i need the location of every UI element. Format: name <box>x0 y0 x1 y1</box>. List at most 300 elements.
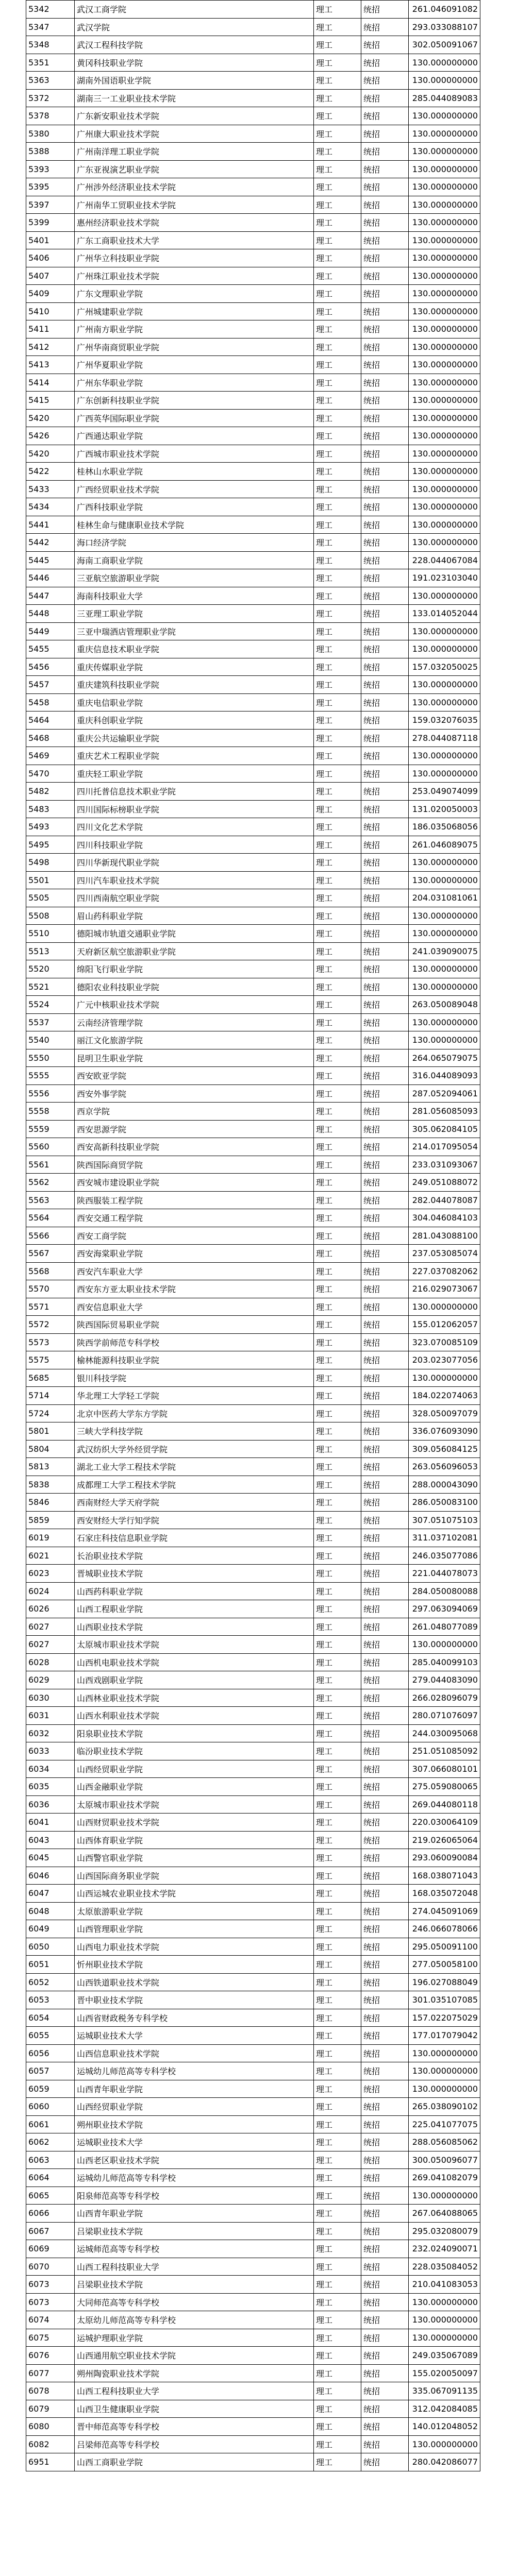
cell-type: 统招 <box>361 1529 409 1547</box>
table-row <box>26 1262 480 1280</box>
cell-type: 统招 <box>361 1600 409 1618</box>
cell-code: 6031 <box>26 1707 75 1725</box>
cell-category: 理工 <box>314 427 361 445</box>
cell-category: 理工 <box>314 1103 361 1121</box>
cell-code: 6028 <box>26 1653 75 1671</box>
cell-score: 177.017079042 <box>409 2027 480 2045</box>
cell-type: 统招 <box>361 1920 409 1938</box>
cell-school: 运城师范高等专科学校 <box>75 2240 314 2258</box>
cell-type: 统招 <box>361 2311 409 2329</box>
cell-score: 168.035072048 <box>409 1885 480 1903</box>
cell-type: 统招 <box>361 783 409 801</box>
table-row <box>26 1795 480 1814</box>
cell-school: 陕西学前师范专科学校 <box>75 1333 314 1351</box>
cell-code: 6064 <box>26 2169 75 2187</box>
table-row <box>26 1653 480 1671</box>
cell-category: 理工 <box>314 1973 361 1991</box>
cell-type: 统招 <box>361 1885 409 1903</box>
cell-type: 统招 <box>361 1565 409 1583</box>
cell-code: 6074 <box>26 2311 75 2329</box>
cell-code: 6026 <box>26 1600 75 1618</box>
cell-school: 山西财贸职业技术学院 <box>75 1814 314 1832</box>
cell-type: 统招 <box>361 1174 409 1192</box>
table-row <box>26 836 480 854</box>
cell-score: 228.044067084 <box>409 551 480 569</box>
cell-code: 5420 <box>26 409 75 427</box>
cell-school: 山西工程科技职业大学 <box>75 2382 314 2400</box>
cell-category: 理工 <box>314 480 361 498</box>
cell-type: 统招 <box>361 942 409 960</box>
cell-type: 统招 <box>361 658 409 676</box>
cell-school: 广西英华国际职业学院 <box>75 409 314 427</box>
cell-code: 6065 <box>26 2187 75 2205</box>
cell-type: 统招 <box>361 569 409 587</box>
cell-score: 295.050091100 <box>409 1938 480 1956</box>
table-row <box>26 107 480 125</box>
cell-school: 山西工商职业学院 <box>75 2453 314 2471</box>
cell-category: 理工 <box>314 1920 361 1938</box>
table-row <box>26 1742 480 1760</box>
table-row <box>26 1280 480 1298</box>
cell-category: 理工 <box>314 160 361 178</box>
cell-school: 广州华南商贸职业学院 <box>75 338 314 356</box>
cell-category: 理工 <box>314 854 361 872</box>
cell-school: 陕西服装工程学院 <box>75 1191 314 1209</box>
cell-score: 130.000000000 <box>409 320 480 338</box>
table-row <box>26 693 480 711</box>
cell-category: 理工 <box>314 1298 361 1316</box>
cell-category: 理工 <box>314 1671 361 1689</box>
cell-code: 5406 <box>26 249 75 267</box>
cell-category: 理工 <box>314 72 361 90</box>
cell-score: 130.000000000 <box>409 2311 480 2329</box>
cell-code: 5415 <box>26 392 75 410</box>
cell-school: 重庆公共运输职业学院 <box>75 729 314 747</box>
cell-code: 5378 <box>26 107 75 125</box>
cell-school: 天府新区航空旅游职业学院 <box>75 942 314 960</box>
cell-type: 统招 <box>361 1316 409 1334</box>
cell-category: 理工 <box>314 1404 361 1422</box>
cell-score: 281.043088100 <box>409 1227 480 1245</box>
cell-score: 130.000000000 <box>409 871 480 889</box>
cell-type: 统招 <box>361 2418 409 2436</box>
cell-school: 晋中师范高等专科学校 <box>75 2418 314 2436</box>
cell-school: 山西金融职业学院 <box>75 1778 314 1796</box>
cell-score: 157.032050025 <box>409 658 480 676</box>
table-row <box>26 1956 480 1974</box>
cell-code: 5493 <box>26 818 75 836</box>
cell-type: 统招 <box>361 978 409 996</box>
table-row <box>26 1991 480 2009</box>
cell-code: 6078 <box>26 2382 75 2400</box>
table-row <box>26 640 480 658</box>
cell-code: 5388 <box>26 143 75 161</box>
cell-type: 统招 <box>361 1956 409 1974</box>
cell-type: 统招 <box>361 1511 409 1529</box>
cell-score: 323.070085109 <box>409 1333 480 1351</box>
cell-category: 理工 <box>314 2027 361 2045</box>
cell-school: 桂林生命与健康职业技术学院 <box>75 516 314 534</box>
cell-code: 6077 <box>26 2364 75 2382</box>
cell-category: 理工 <box>314 1156 361 1174</box>
table-row <box>26 2453 480 2471</box>
cell-type: 统招 <box>361 2258 409 2276</box>
cell-school: 晋中职业技术学院 <box>75 1991 314 2009</box>
cell-category: 理工 <box>314 89 361 107</box>
table-row <box>26 2364 480 2382</box>
cell-code: 5540 <box>26 1031 75 1049</box>
cell-code: 6029 <box>26 1671 75 1689</box>
cell-category: 理工 <box>314 2115 361 2133</box>
table-row <box>26 72 480 90</box>
cell-code: 5433 <box>26 480 75 498</box>
cell-score: 130.000000000 <box>409 338 480 356</box>
table-row <box>26 1209 480 1227</box>
cell-category: 理工 <box>314 1262 361 1280</box>
cell-score: 130.000000000 <box>409 231 480 249</box>
cell-category: 理工 <box>314 1529 361 1547</box>
table-row <box>26 2187 480 2205</box>
cell-code: 5372 <box>26 89 75 107</box>
cell-school: 德阳农业科技职业学院 <box>75 978 314 996</box>
table-row <box>26 1938 480 1956</box>
cell-school: 四川文化艺术学院 <box>75 818 314 836</box>
cell-score: 216.029073067 <box>409 1280 480 1298</box>
cell-code: 6060 <box>26 2098 75 2116</box>
cell-school: 运城职业技术大学 <box>75 2133 314 2151</box>
cell-school: 华北理工大学轻工学院 <box>75 1387 314 1405</box>
cell-code: 5714 <box>26 1387 75 1405</box>
cell-school: 山西卫生健康职业学院 <box>75 2400 314 2418</box>
cell-category: 理工 <box>314 2347 361 2365</box>
table-row <box>26 1316 480 1334</box>
cell-code: 5397 <box>26 196 75 214</box>
table-row <box>26 1227 480 1245</box>
cell-type: 统招 <box>361 1191 409 1209</box>
cell-school: 运城幼儿师范高等专科学校 <box>75 2169 314 2187</box>
cell-category: 理工 <box>314 1707 361 1725</box>
cell-code: 5566 <box>26 1227 75 1245</box>
cell-type: 统招 <box>361 302 409 320</box>
cell-code: 5520 <box>26 960 75 978</box>
cell-code: 5407 <box>26 267 75 285</box>
cell-score: 130.000000000 <box>409 2044 480 2062</box>
cell-school: 山西管理职业学院 <box>75 1920 314 1938</box>
table-row <box>26 2347 480 2365</box>
cell-type: 统招 <box>361 587 409 605</box>
cell-type: 统招 <box>361 231 409 249</box>
cell-score: 301.035107085 <box>409 1991 480 2009</box>
cell-code: 6951 <box>26 2453 75 2471</box>
cell-school: 山西水利职业技术学院 <box>75 1707 314 1725</box>
table-row <box>26 1013 480 1031</box>
cell-category: 理工 <box>314 711 361 730</box>
cell-school: 广西城市职业技术学院 <box>75 445 314 463</box>
cell-type: 统招 <box>361 925 409 943</box>
cell-category: 理工 <box>314 392 361 410</box>
cell-type: 统招 <box>361 1902 409 1920</box>
cell-score: 130.000000000 <box>409 765 480 783</box>
cell-code: 6075 <box>26 2329 75 2347</box>
cell-score: 130.000000000 <box>409 2293 480 2311</box>
cell-score: 307.051075103 <box>409 1511 480 1529</box>
cell-category: 理工 <box>314 1565 361 1583</box>
cell-school: 西安高新科技职业学院 <box>75 1138 314 1156</box>
cell-school: 运城职业技术大学 <box>75 2027 314 2045</box>
cell-category: 理工 <box>314 1245 361 1263</box>
cell-school: 山西省财政税务专科学校 <box>75 2009 314 2027</box>
table-row <box>26 1333 480 1351</box>
cell-school: 山西老区职业技术学院 <box>75 2151 314 2169</box>
cell-category: 理工 <box>314 1067 361 1085</box>
cell-school: 武汉工程科技学院 <box>75 36 314 54</box>
table-row <box>26 196 480 214</box>
cell-score: 302.050091067 <box>409 36 480 54</box>
table-row <box>26 818 480 836</box>
cell-school: 阳泉职业技术学院 <box>75 1724 314 1742</box>
cell-score: 130.000000000 <box>409 409 480 427</box>
cell-code: 5342 <box>26 1 75 19</box>
cell-category: 理工 <box>314 1476 361 1494</box>
cell-code: 5563 <box>26 1191 75 1209</box>
cell-type: 统招 <box>361 54 409 72</box>
cell-code: 5401 <box>26 231 75 249</box>
cell-score: 210.041083053 <box>409 2276 480 2294</box>
cell-score: 237.053085074 <box>409 1245 480 1263</box>
cell-code: 5558 <box>26 1103 75 1121</box>
cell-score: 130.000000000 <box>409 925 480 943</box>
cell-school: 陕西国际商贸学院 <box>75 1156 314 1174</box>
cell-code: 5469 <box>26 747 75 765</box>
cell-school: 广东新安职业技术学院 <box>75 107 314 125</box>
cell-type: 统招 <box>361 2027 409 2045</box>
cell-school: 山西青年职业学院 <box>75 2205 314 2223</box>
cell-score: 130.000000000 <box>409 516 480 534</box>
cell-category: 理工 <box>314 1458 361 1476</box>
cell-code: 6063 <box>26 2151 75 2169</box>
cell-category: 理工 <box>314 818 361 836</box>
cell-code: 5685 <box>26 1369 75 1387</box>
cell-code: 5570 <box>26 1280 75 1298</box>
cell-type: 统招 <box>361 2400 409 2418</box>
table-row <box>26 18 480 36</box>
cell-score: 130.000000000 <box>409 143 480 161</box>
cell-code: 6043 <box>26 1831 75 1849</box>
cell-school: 山西体育职业学院 <box>75 1831 314 1849</box>
table-row <box>26 1689 480 1707</box>
cell-school: 昆明卫生职业学院 <box>75 1049 314 1067</box>
cell-type: 统招 <box>361 214 409 232</box>
cell-category: 理工 <box>314 1547 361 1565</box>
cell-score: 336.076093090 <box>409 1422 480 1440</box>
cell-code: 5846 <box>26 1494 75 1512</box>
table-row <box>26 374 480 392</box>
cell-category: 理工 <box>314 747 361 765</box>
cell-category: 理工 <box>314 1938 361 1956</box>
cell-score: 130.000000000 <box>409 445 480 463</box>
cell-code: 5510 <box>26 925 75 943</box>
cell-score: 214.017095054 <box>409 1138 480 1156</box>
cell-type: 统招 <box>361 2169 409 2187</box>
cell-category: 理工 <box>314 2418 361 2436</box>
cell-school: 朔州陶瓷职业技术学院 <box>75 2364 314 2382</box>
cell-category: 理工 <box>314 1333 361 1351</box>
cell-code: 6045 <box>26 1849 75 1867</box>
cell-category: 理工 <box>314 1600 361 1618</box>
cell-school: 三亚理工职业学院 <box>75 605 314 623</box>
cell-type: 统招 <box>361 409 409 427</box>
cell-code: 6073 <box>26 2293 75 2311</box>
table-row <box>26 1404 480 1422</box>
table-row <box>26 1138 480 1156</box>
cell-category: 理工 <box>314 214 361 232</box>
cell-type: 统招 <box>361 2364 409 2382</box>
cell-type: 统招 <box>361 729 409 747</box>
table-row <box>26 427 480 445</box>
cell-type: 统招 <box>361 196 409 214</box>
cell-type: 统招 <box>361 1636 409 1654</box>
cell-code: 5572 <box>26 1316 75 1334</box>
cell-code: 6052 <box>26 1973 75 1991</box>
cell-school: 西安海棠职业学院 <box>75 1245 314 1263</box>
cell-type: 统招 <box>361 1404 409 1422</box>
cell-category: 理工 <box>314 1120 361 1138</box>
cell-school: 丽江文化旅游学院 <box>75 1031 314 1049</box>
cell-code: 6030 <box>26 1689 75 1707</box>
cell-school: 广州东华职业学院 <box>75 374 314 392</box>
cell-type: 统招 <box>361 285 409 303</box>
cell-type: 统招 <box>361 1618 409 1636</box>
cell-school: 山西警官职业学院 <box>75 1849 314 1867</box>
cell-category: 理工 <box>314 1760 361 1778</box>
cell-score: 279.044083090 <box>409 1671 480 1689</box>
cell-school: 重庆科创职业学院 <box>75 711 314 730</box>
cell-type: 统招 <box>361 18 409 36</box>
cell-score: 295.032080079 <box>409 2222 480 2240</box>
cell-score: 241.039090075 <box>409 942 480 960</box>
cell-type: 统招 <box>361 1067 409 1085</box>
cell-school: 太原幼儿师范高等专科学校 <box>75 2311 314 2329</box>
cell-school: 广西经贸职业技术学院 <box>75 480 314 498</box>
cell-score: 196.027088049 <box>409 1973 480 1991</box>
cell-score: 282.044078087 <box>409 1191 480 1209</box>
cell-school: 广西科技职业学院 <box>75 498 314 516</box>
cell-type: 统招 <box>361 2205 409 2223</box>
cell-score: 246.035077086 <box>409 1547 480 1565</box>
cell-score: 186.035068056 <box>409 818 480 836</box>
cell-category: 理工 <box>314 1174 361 1192</box>
cell-school: 山西经贸职业学院 <box>75 2098 314 2116</box>
cell-category: 理工 <box>314 783 361 801</box>
table-row <box>26 2222 480 2240</box>
cell-type: 统招 <box>361 800 409 818</box>
cell-type: 统招 <box>361 765 409 783</box>
table-row <box>26 1885 480 1903</box>
table-row <box>26 569 480 587</box>
cell-school: 广东工商职业技术大学 <box>75 231 314 249</box>
cell-type: 统招 <box>361 267 409 285</box>
cell-school: 太原城市职业技术学院 <box>75 1636 314 1654</box>
cell-category: 理工 <box>314 2311 361 2329</box>
cell-score: 130.000000000 <box>409 2062 480 2080</box>
table-row <box>26 1547 480 1565</box>
cell-score: 225.041077075 <box>409 2115 480 2133</box>
table-row <box>26 1369 480 1387</box>
cell-category: 理工 <box>314 942 361 960</box>
table-row <box>26 960 480 978</box>
cell-score: 280.042086077 <box>409 2453 480 2471</box>
cell-type: 统招 <box>361 2098 409 2116</box>
cell-type: 统招 <box>361 1156 409 1174</box>
cell-code: 5422 <box>26 463 75 481</box>
cell-school: 山西工程科技职业大学 <box>75 2258 314 2276</box>
cell-code: 5483 <box>26 800 75 818</box>
table-row <box>26 1600 480 1618</box>
cell-score: 130.000000000 <box>409 907 480 925</box>
cell-category: 理工 <box>314 2062 361 2080</box>
cell-type: 统招 <box>361 1938 409 1956</box>
cell-school: 广州涉外经济职业技术学院 <box>75 178 314 196</box>
cell-score: 293.060090084 <box>409 1849 480 1867</box>
cell-code: 5482 <box>26 783 75 801</box>
cell-category: 理工 <box>314 2009 361 2027</box>
cell-type: 统招 <box>361 1724 409 1742</box>
cell-code: 5804 <box>26 1440 75 1458</box>
cell-school: 西安欧亚学院 <box>75 1067 314 1085</box>
cell-category: 理工 <box>314 978 361 996</box>
cell-type: 统招 <box>361 1707 409 1725</box>
cell-score: 281.056085093 <box>409 1103 480 1121</box>
cell-score: 261.046089075 <box>409 836 480 854</box>
table-row <box>26 1084 480 1103</box>
cell-type: 统招 <box>361 1013 409 1031</box>
table-row <box>26 551 480 569</box>
cell-code: 5409 <box>26 285 75 303</box>
cell-school: 运城幼儿师范高等专科学校 <box>75 2062 314 2080</box>
table-row <box>26 1103 480 1121</box>
cell-code: 5446 <box>26 569 75 587</box>
table-row <box>26 1422 480 1440</box>
cell-category: 理工 <box>314 178 361 196</box>
cell-school: 西安汽车职业大学 <box>75 1262 314 1280</box>
cell-category: 理工 <box>314 2133 361 2151</box>
table-row <box>26 1298 480 1316</box>
cell-code: 5414 <box>26 374 75 392</box>
cell-score: 130.000000000 <box>409 1369 480 1387</box>
cell-type: 统招 <box>361 392 409 410</box>
table-row <box>26 1814 480 1832</box>
table-row <box>26 54 480 72</box>
cell-type: 统招 <box>361 320 409 338</box>
table-row <box>26 214 480 232</box>
cell-type: 统招 <box>361 1458 409 1476</box>
cell-code: 5859 <box>26 1511 75 1529</box>
cell-score: 130.000000000 <box>409 2329 480 2347</box>
cell-school: 临汾职业技术学院 <box>75 1742 314 1760</box>
cell-school: 三亚航空旅游职业学院 <box>75 569 314 587</box>
cell-score: 130.000000000 <box>409 427 480 445</box>
cell-score: 307.066080101 <box>409 1760 480 1778</box>
table-row <box>26 2115 480 2133</box>
cell-score: 300.050096077 <box>409 2151 480 2169</box>
cell-code: 6066 <box>26 2205 75 2223</box>
cell-type: 统招 <box>361 1422 409 1440</box>
cell-category: 理工 <box>314 1742 361 1760</box>
table-row <box>26 2311 480 2329</box>
cell-score: 284.050080088 <box>409 1582 480 1600</box>
cell-score: 130.000000000 <box>409 2080 480 2098</box>
table-body <box>26 1 480 2471</box>
